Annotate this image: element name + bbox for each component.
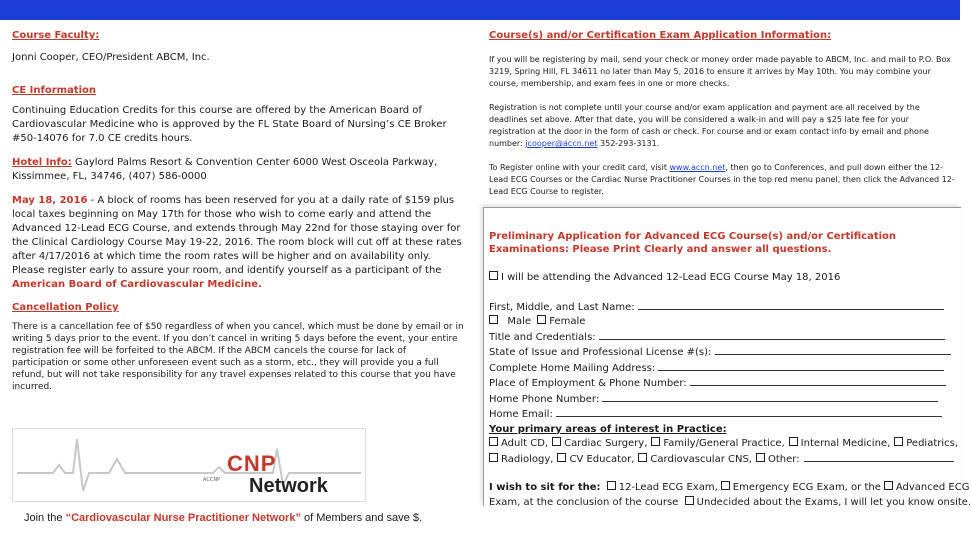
attend-checkbox[interactable] — [489, 271, 498, 280]
date-org: American Board of Cardiovascular Medicine. — [12, 279, 262, 290]
option-checkbox[interactable] — [756, 453, 765, 462]
option-checkbox[interactable] — [638, 453, 647, 462]
date-label: May 18, 2016 — [12, 195, 88, 206]
option-checkbox[interactable] — [552, 437, 561, 446]
license-field[interactable]: State of Issue and Professional License #(s): — [489, 345, 949, 361]
faculty-heading: Course Faculty: — [12, 30, 100, 41]
option-checkbox[interactable] — [489, 437, 498, 446]
option-checkbox[interactable] — [489, 453, 498, 462]
option-label: Family/General Practice, — [663, 438, 785, 449]
contact-email-link[interactable]: jcooper@accn.net — [525, 139, 598, 148]
option-checkbox[interactable] — [789, 437, 798, 446]
online-registration-text: To Register online with your credit card, visit www.accn.net, then go to Conferences, and pull down either the 12-Lead ECG Courses or the Cardiac Nurse Practitioner Courses in the top red menu panel, then click the Advanced 12-Lead ECG Course to register. — [489, 163, 955, 196]
name-field[interactable]: First, Middle, and Last Name: — [489, 300, 949, 316]
exam-option-label: 12-Lead ECG Exam, — [618, 482, 718, 493]
option-label: CV Educator, — [569, 453, 635, 465]
option-label: Adult CD, — [501, 438, 549, 449]
date-text: - A block of rooms has been reserved for you at a daily rate of $159 plus local taxes beginning on May 17th for those who wish to come early and attend the Advanced 12-Lead ECG Course, and extends through May 22nd for those staying over for the Clinical Cardiology Course May 19-22, 2016. The room block will cut off at these rates after 4/17/2016 at which time the room rates will be higher and on availability only. Please register early to assure your room, and identify yourself as a participant of the — [12, 195, 462, 276]
faculty-name: Jonni Cooper, CEO/President ABCM, Inc. — [12, 52, 210, 63]
join-network-line: Join the “Cardiovascular Nurse Practitioner Network” of Members and save $. — [24, 512, 423, 524]
exam-option-label: Emergency ECG Exam, or the — [732, 482, 881, 493]
exam-choice-row-2: Exam, at the conclusion of the course Undecided about the Exams, I will let you know onsite. — [489, 496, 971, 508]
top-banner — [0, 0, 960, 20]
employment-field[interactable]: Place of Employment & Phone Number: — [489, 376, 949, 392]
cnp-network-logo — [12, 428, 366, 502]
ce-heading: CE Information — [12, 85, 97, 96]
right-column — [489, 30, 955, 198]
hotel-text: Gaylord Palms Resort & Convention Center 6000 West Osceola Parkway, Kissimmee, FL, 34746, (407) 586-0000 — [12, 157, 438, 182]
cancel-heading: Cancellation Policy — [12, 302, 119, 313]
exam-heading: Course(s) and/or Certification Exam Application Information: — [489, 30, 832, 41]
prelim-heading: Preliminary Application for Advanced ECG Course(s) and/or Certification Examinations: Please Print Clearly and answer all questions. — [489, 231, 897, 255]
interest-heading: Your primary areas of interest in Practice: — [489, 423, 727, 435]
logo-cnp-text: CNP — [227, 451, 277, 476]
option-checkbox[interactable] — [894, 437, 903, 446]
logo-small-text: ACCNP — [203, 477, 221, 483]
option-checkbox[interactable] — [651, 437, 660, 446]
option-label: Cardiovascular CNS, — [650, 453, 752, 465]
logo-network-text: Network — [249, 475, 328, 497]
join-highlight: “Cardiovascular Nurse Practitioner Network” — [65, 512, 301, 524]
undecided-checkbox[interactable] — [685, 496, 694, 505]
exam-option-label: Advanced ECG — [895, 482, 970, 493]
hotel-label: Hotel Info: — [12, 157, 72, 168]
hotel-info — [12, 156, 464, 184]
interest-row-1 — [489, 437, 959, 452]
address-field[interactable]: Complete Home Mailing Address: — [489, 361, 949, 377]
exam-checkbox[interactable] — [884, 481, 893, 490]
registration-text: Registration is not complete until your course and/or exam application and payment are all received by the deadlines set above. After that date, you will be considered a walk-in and will pay a $25 late fee for your registration at the door in the form of cash or check. For course and or exam contact info by email and phone number: jcooper@accn.net 352-293-3131. — [489, 103, 929, 148]
attend-option[interactable]: I will be attending the Advanced 12-Lead ECG Course May 18, 2016 — [489, 271, 949, 286]
female-checkbox[interactable] — [537, 315, 546, 324]
application-form-content — [489, 230, 971, 510]
other-blank[interactable] — [804, 452, 954, 462]
option-checkbox[interactable] — [557, 453, 566, 462]
website-link[interactable]: www.accn.net — [669, 163, 726, 172]
exam-choice-row-1 — [489, 481, 970, 496]
home-email-field[interactable]: Home Email: — [489, 407, 949, 423]
cancel-text: There is a cancellation fee of $50 regardless of when you cancel, which must be done by email or in writing 5 days prior to the event. If you don’t cancel in writing 5 days before the event, your entire registration fee will be forfeited to the ABCM. If the ABCM cancels the course for lack of participation or some other unforeseen event such as a storm, etc., they will provide you a full refund, but will not take responsibility for any travel expenses related to this course that you have incurred. — [12, 322, 464, 392]
gender-field: Male Female — [489, 315, 949, 330]
exam-checkbox[interactable] — [721, 481, 730, 490]
option-label: Internal Medicine, — [800, 438, 891, 449]
sit-label: I wish to sit for the: — [489, 482, 601, 493]
exam-checkbox[interactable] — [607, 481, 616, 490]
home-phone-field[interactable]: Home Phone Number: — [489, 392, 949, 408]
room-block-text — [12, 194, 464, 292]
male-checkbox[interactable] — [489, 315, 498, 324]
left-column — [12, 30, 464, 393]
mail-text: If you will be registering by mail, send your check or money order made payable to ABCM, Inc. and mail to P.O. Box 3219, Spring Hill, FL 34611 no later than May 5, 2016 to ensure it arrives by May 10th. You may combine your course, membership, and exam fees in one or more checks. — [489, 55, 951, 88]
option-label: Cardiac Surgery, — [564, 438, 648, 449]
interest-row-2 — [489, 452, 949, 468]
option-label: Other: — [768, 453, 800, 465]
option-label: Pediatrics, — [906, 438, 959, 449]
title-field[interactable]: Title and Credentials: — [489, 330, 949, 346]
name-blank[interactable] — [638, 300, 944, 310]
option-label: Radiology, — [501, 453, 554, 465]
ce-text: Continuing Education Credits for this course are offered by the American Board of Cardiovascular Medicine who is approved by the FL State Board of Nursing’s CE Broker #50-14076 for 7.0 CE credits hours. — [12, 105, 447, 144]
